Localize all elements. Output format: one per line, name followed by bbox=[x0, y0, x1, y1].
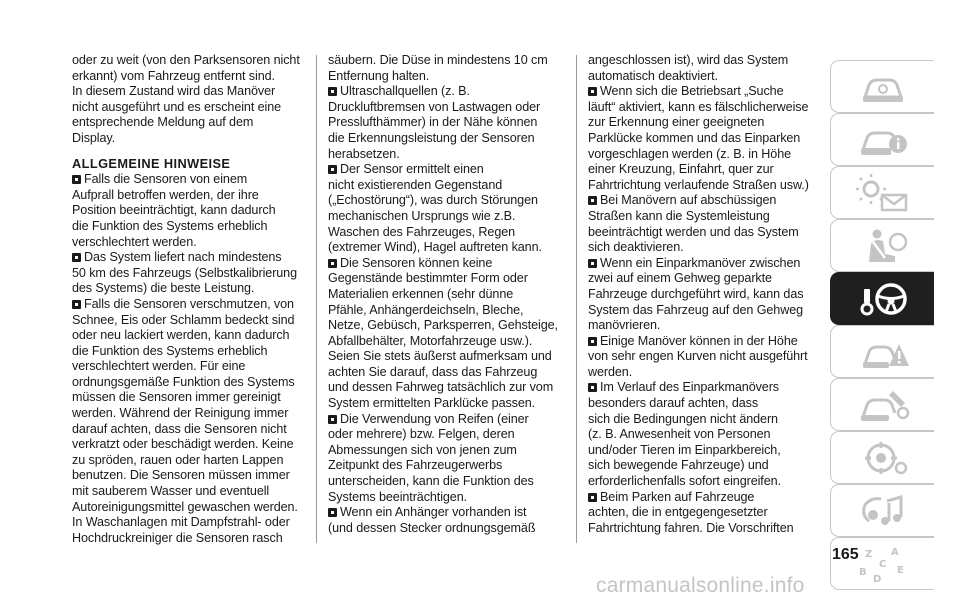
line-text: Die Sensoren können keine bbox=[340, 255, 493, 270]
bullet-marker-icon bbox=[328, 87, 337, 96]
seatbelt-airbag-icon bbox=[855, 226, 911, 266]
line-text: sich deaktivieren. bbox=[588, 240, 684, 255]
line-text: säubern. Die Düse in mindestens 10 cm bbox=[328, 53, 548, 67]
text-line bbox=[72, 359, 312, 375]
text-line: In diesem Zustand wird das Manöver bbox=[72, 84, 276, 99]
text-line bbox=[588, 162, 824, 178]
text-line bbox=[72, 515, 312, 531]
text-line bbox=[588, 178, 824, 194]
bullet-marker-icon bbox=[588, 196, 597, 205]
text-line bbox=[72, 219, 312, 235]
line-text: oder neu lackiert werden, kann dadurch bbox=[72, 328, 290, 343]
text-line bbox=[328, 521, 564, 537]
bullet-line bbox=[588, 380, 824, 396]
line-text: Gegenstände bestimmter Form oder bbox=[328, 271, 528, 286]
text-line bbox=[588, 131, 824, 147]
car-maintenance-icon bbox=[855, 385, 911, 425]
line-text: automatisch deaktiviert. bbox=[588, 68, 718, 83]
bullet-marker-icon bbox=[328, 508, 337, 517]
bullet-line bbox=[72, 250, 312, 266]
notes-body bbox=[72, 172, 312, 546]
line-text: vorgeschlagen werden (z. B. in Höhe bbox=[588, 146, 792, 161]
text-line bbox=[588, 521, 824, 537]
text-line bbox=[588, 287, 824, 303]
line-text: Abmessungen sich von jenen zum bbox=[328, 442, 517, 457]
bullet-marker-icon bbox=[328, 165, 337, 174]
text-line bbox=[588, 69, 824, 85]
line-text: beeinträchtigt werden und das System bbox=[588, 224, 799, 239]
text-line bbox=[328, 380, 564, 396]
line-text: Im Verlauf des Einparkmanövers bbox=[600, 380, 779, 395]
bullet-marker-icon bbox=[328, 259, 337, 268]
line-text: (extremer Wind), Hagel auftreten kann. bbox=[328, 240, 542, 255]
bullet-marker-icon bbox=[588, 337, 597, 346]
chapter-tab-6[interactable] bbox=[830, 325, 934, 378]
text-line bbox=[588, 100, 824, 116]
text-line bbox=[328, 318, 564, 334]
line-text: Wenn ein Einparkmanöver zwischen bbox=[600, 255, 801, 270]
text-line bbox=[328, 209, 564, 225]
line-text: Position beeinträchtigt, kann dadurch bbox=[72, 203, 276, 218]
text-line bbox=[588, 427, 824, 443]
line-text: Ultraschallquellen (z. B. bbox=[340, 84, 470, 99]
text-line bbox=[328, 53, 564, 69]
text-line bbox=[72, 422, 312, 438]
line-text: Die Verwendung von Reifen (einer bbox=[340, 411, 529, 426]
section-heading: ALLGEMEINE HINWEISE bbox=[72, 155, 231, 171]
line-text: und dessen Fahrweg tatsächlich zur vom bbox=[328, 380, 554, 395]
text-line bbox=[588, 271, 824, 287]
line-text: Presslufthämmer) in der Nähe können bbox=[328, 115, 538, 130]
text-line bbox=[328, 474, 564, 490]
bullet-marker-icon bbox=[328, 415, 337, 424]
text-line bbox=[72, 531, 312, 547]
text-line bbox=[72, 437, 312, 453]
text-line bbox=[588, 225, 824, 241]
multimedia-icon bbox=[855, 491, 911, 531]
bullet-marker-icon bbox=[72, 253, 81, 262]
text-line bbox=[328, 178, 564, 194]
line-text: nicht existierenden Gegenstand bbox=[328, 177, 503, 192]
text-line: Display. bbox=[72, 130, 116, 145]
text-line bbox=[328, 131, 564, 147]
text-column-3 bbox=[588, 53, 824, 536]
text-line bbox=[72, 344, 312, 360]
bullet-line bbox=[588, 256, 824, 272]
text-line bbox=[588, 53, 824, 69]
line-text: Systems beeinträchtigen. bbox=[328, 489, 468, 504]
line-text: Einige Manöver können in der Höhe bbox=[600, 333, 798, 348]
line-text: System das Fahrzeug auf den Gehweg bbox=[588, 302, 804, 317]
line-text: Materialien erkennen (sehr dünne bbox=[328, 286, 514, 301]
text-line bbox=[588, 365, 824, 381]
line-text: Netze, Gebüsch, Parksperren, Gehsteige, bbox=[328, 318, 558, 333]
bullet-line bbox=[588, 84, 824, 100]
line-text: 50 km des Fahrzeugs (Selbstkalibrierung bbox=[72, 265, 297, 280]
line-text: („Echostörung“), was durch Störungen bbox=[328, 193, 538, 208]
text-line bbox=[328, 490, 564, 506]
text-line: oder zu weit (von den Parksensoren nicht bbox=[72, 53, 300, 67]
text-line bbox=[328, 287, 564, 303]
column-divider-2 bbox=[576, 55, 577, 543]
line-text: Abfallbehälter, Motorfahrzeuge usw.). bbox=[328, 333, 533, 348]
text-line: entsprechende Meldung auf dem bbox=[72, 115, 254, 130]
intro-paragraph bbox=[72, 53, 312, 147]
text-line bbox=[328, 396, 564, 412]
text-line bbox=[328, 303, 564, 319]
text-line bbox=[588, 147, 824, 163]
text-line bbox=[328, 443, 564, 459]
text-line bbox=[588, 318, 824, 334]
svg-text:C: C bbox=[878, 558, 886, 570]
line-text: Beim Parken auf Fahrzeuge bbox=[600, 489, 755, 504]
text-line bbox=[72, 235, 312, 251]
emergency-triangle-icon bbox=[855, 332, 911, 372]
line-text: In Waschanlagen mit Dampfstrahl- oder bbox=[72, 515, 290, 530]
line-text: verkratzt oder beschädigt werden. Keine bbox=[72, 437, 294, 452]
line-text: werden. bbox=[588, 364, 633, 379]
line-text: Bei Manövern auf abschüssigen bbox=[600, 193, 777, 208]
line-text: achten Sie darauf, dass das Fahrzeug bbox=[328, 364, 538, 379]
text-line bbox=[72, 313, 312, 329]
text-line bbox=[588, 303, 824, 319]
line-text: Straßen kann die Systemleistung bbox=[588, 208, 770, 223]
line-text: benutzen. Die Sensoren müssen immer bbox=[72, 468, 290, 483]
text-line bbox=[588, 396, 824, 412]
text-line bbox=[328, 365, 564, 381]
text-line bbox=[72, 188, 312, 204]
chapter-tab-4[interactable] bbox=[830, 219, 934, 272]
text-line: erkannt) vom Fahrzeug entfernt sind. bbox=[72, 68, 275, 83]
line-text: Das System liefert nach mindestens bbox=[84, 250, 282, 265]
text-line bbox=[328, 225, 564, 241]
line-text: darauf achten, dass die Sensoren nicht bbox=[72, 421, 287, 436]
text-line bbox=[328, 334, 564, 350]
line-text: des Systems) die beste Leistung. bbox=[72, 281, 255, 296]
line-text: die Funktion des Systems erheblich bbox=[72, 218, 268, 233]
text-line bbox=[328, 427, 564, 443]
line-text: Hochdruckreiniger die Sensoren rasch bbox=[72, 530, 283, 545]
line-text: unterscheiden, kann die Funktion des bbox=[328, 474, 534, 489]
text-line bbox=[72, 468, 312, 484]
line-text: (z. B. Anwesenheit von Personen bbox=[588, 427, 771, 442]
page-number: 165 bbox=[832, 546, 859, 563]
line-text: oder mehrere) bzw. Felgen, deren bbox=[328, 427, 515, 442]
bullet-marker-icon bbox=[588, 383, 597, 392]
line-text: zu spröden, rauen oder harten Lappen bbox=[72, 452, 284, 467]
line-text: sich die Bedingungen nicht ändern bbox=[588, 411, 778, 426]
text-line bbox=[72, 281, 312, 297]
line-text: Autoreinigungsmittel gewaschen werden. bbox=[72, 499, 298, 514]
chapter-tab-7[interactable] bbox=[830, 378, 934, 431]
text-line bbox=[72, 328, 312, 344]
svg-text:E: E bbox=[896, 564, 904, 576]
line-text: werden. Während der Reinigung immer bbox=[72, 406, 289, 421]
bullet-line bbox=[328, 256, 564, 272]
svg-text:A: A bbox=[890, 546, 899, 558]
text-line bbox=[328, 240, 564, 256]
line-text: ordnungsgemäße Funktion des Systems bbox=[72, 374, 295, 389]
text-line bbox=[72, 375, 312, 391]
line-text: zwei auf einem Gehweg geparkte bbox=[588, 271, 772, 286]
line-text: und/oder Tieren im Einparkbereich, bbox=[588, 442, 781, 457]
chapter-tab-5-active[interactable] bbox=[830, 272, 934, 325]
chapter-tab-9[interactable] bbox=[830, 484, 934, 537]
text-line bbox=[588, 474, 824, 490]
svg-text:B: B bbox=[858, 566, 867, 578]
key-steering-wheel-icon bbox=[855, 279, 911, 319]
line-text: Schnee, Eis oder Schlamm bedeckt sind bbox=[72, 312, 295, 327]
car-info-icon bbox=[855, 120, 911, 160]
line-text: erforderlichenfalls sofort eingreifen. bbox=[588, 474, 781, 489]
bullet-line bbox=[588, 490, 824, 506]
text-line bbox=[328, 271, 564, 287]
car-dashboard-icon bbox=[855, 67, 911, 107]
line-text: Waschen des Fahrzeuges, Regen bbox=[328, 224, 516, 239]
line-text: achten, die in entgegengesetzter bbox=[588, 505, 768, 520]
line-text: zur Erkennung einer geeigneten bbox=[588, 115, 765, 130]
text-line bbox=[588, 412, 824, 428]
column-divider-1 bbox=[316, 55, 317, 543]
svg-text:D: D bbox=[872, 573, 881, 584]
line-text: verschlechtert werden. Für eine bbox=[72, 359, 246, 374]
alphabetical-index-icon bbox=[855, 544, 911, 584]
text-line bbox=[588, 349, 824, 365]
text-line bbox=[328, 115, 564, 131]
line-text: angeschlossen ist), wird das System bbox=[588, 53, 789, 67]
line-text: Seien Sie stets äußerst aufmerksam und bbox=[328, 349, 552, 364]
line-text: Druckluftbremsen von Lastwagen oder bbox=[328, 99, 541, 114]
text-line bbox=[328, 458, 564, 474]
bullet-marker-icon bbox=[72, 300, 81, 309]
bullet-line bbox=[328, 84, 564, 100]
bullet-marker-icon bbox=[72, 175, 81, 184]
bullet-marker-icon bbox=[588, 493, 597, 502]
line-text: von sehr engen Kurven nicht ausgeführt bbox=[588, 349, 808, 364]
text-line bbox=[588, 115, 824, 131]
text-line bbox=[72, 266, 312, 282]
bullet-line bbox=[328, 162, 564, 178]
line-text: herabsetzen. bbox=[328, 146, 400, 161]
line-text: Wenn sich die Betriebsart „Suche bbox=[600, 84, 784, 99]
line-text: mit sauberem Wasser und eventuell bbox=[72, 484, 270, 499]
line-text: Der Sensor ermittelt einen bbox=[340, 162, 484, 177]
chapter-tab-8[interactable] bbox=[830, 431, 934, 484]
line-text: die Erkennungsleistung der Sensoren bbox=[328, 130, 535, 145]
line-text: (und dessen Stecker ordnungsgemäß bbox=[328, 520, 536, 535]
text-line bbox=[328, 349, 564, 365]
bullet-line bbox=[72, 297, 312, 313]
bullet-marker-icon bbox=[588, 87, 597, 96]
text-line bbox=[328, 69, 564, 85]
text-column-2 bbox=[328, 53, 564, 536]
line-text: mechanischen Ursprungs wie z.B. bbox=[328, 208, 516, 223]
line-text: die Funktion des Systems erheblich bbox=[72, 343, 268, 358]
line-text: Aufprall betroffen werden, der ihre bbox=[72, 187, 259, 202]
watermark-text: carmanualsonline.info bbox=[596, 574, 805, 597]
text-column-1 bbox=[72, 53, 312, 546]
line-text: Falls die Sensoren von einem bbox=[84, 172, 248, 187]
line-text: Falls die Sensoren verschmutzen, von bbox=[84, 296, 294, 311]
bullet-marker-icon bbox=[588, 259, 597, 268]
bullet-line bbox=[588, 193, 824, 209]
line-text: Parklücke kommen und das Einparken bbox=[588, 130, 801, 145]
chapter-tab-2[interactable] bbox=[830, 113, 934, 166]
line-text: besonders darauf achten, dass bbox=[588, 396, 759, 411]
line-text: verschlechtert werden. bbox=[72, 234, 197, 249]
bullet-line bbox=[588, 334, 824, 350]
text-line bbox=[72, 390, 312, 406]
text-line bbox=[588, 505, 824, 521]
text-line bbox=[588, 443, 824, 459]
line-text: sich bewegende Fahrzeuge) und bbox=[588, 458, 769, 473]
text-line bbox=[588, 240, 824, 256]
text-line bbox=[588, 209, 824, 225]
line-text: läuft“ aktiviert, kann es fälschlicherweise bbox=[588, 99, 809, 114]
line-text: Fahrtrichtung verlaufende Straßen usw.) bbox=[588, 177, 809, 192]
line-text: Wenn ein Anhänger vorhanden ist bbox=[340, 505, 527, 520]
text-line bbox=[328, 100, 564, 116]
bullet-line bbox=[328, 412, 564, 428]
line-text: einer Kreuzung, Einfahrt, quer zur bbox=[588, 162, 774, 177]
bullet-line bbox=[72, 172, 312, 188]
svg-text:Z: Z bbox=[864, 548, 872, 560]
technical-data-icon bbox=[855, 438, 911, 478]
text-line bbox=[72, 453, 312, 469]
line-text: Zeitpunkt des Fahrzeugerwerbs bbox=[328, 458, 503, 473]
text-line bbox=[72, 484, 312, 500]
text-line bbox=[72, 406, 312, 422]
line-text: Entfernung halten. bbox=[328, 68, 430, 83]
text-line bbox=[328, 193, 564, 209]
text-line: nicht ausgeführt und es erscheint eine bbox=[72, 99, 282, 114]
text-line bbox=[72, 203, 312, 219]
chapter-tab-1[interactable] bbox=[830, 60, 934, 113]
text-line bbox=[328, 147, 564, 163]
line-text: System ermittelten Parklücke passen. bbox=[328, 396, 536, 411]
line-text: Pfähle, Anhängerdeichseln, Bleche, bbox=[328, 302, 524, 317]
bullet-line bbox=[328, 505, 564, 521]
warning-light-message-icon bbox=[855, 173, 911, 213]
chapter-tab-3[interactable] bbox=[830, 166, 934, 219]
text-line bbox=[72, 500, 312, 516]
text-line bbox=[588, 458, 824, 474]
line-text: müssen die Sensoren immer gereinigt bbox=[72, 390, 281, 405]
line-text: Fahrzeuge durchgeführt wird, kann das bbox=[588, 286, 804, 301]
line-text: manövrieren. bbox=[588, 318, 661, 333]
line-text: Fahrtrichtung fahren. Die Vorschriften bbox=[588, 520, 794, 535]
